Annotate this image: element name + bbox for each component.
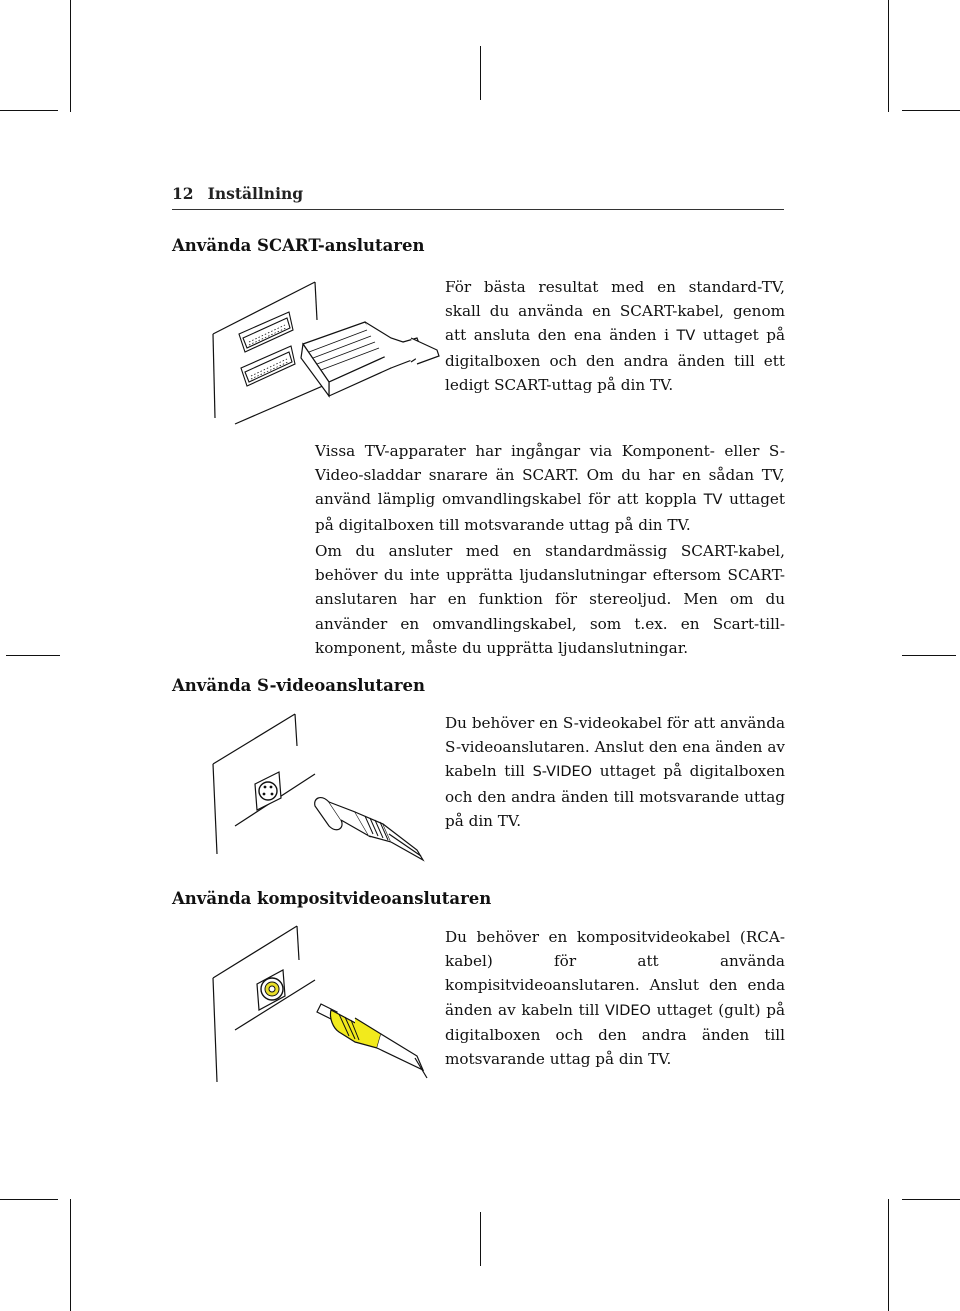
scart-paragraph-2: Vissa TV-apparater har ingångar via Komponent- eller S-Video-sladdar snarare än SCART. Om du har en sådan TV, använd lämplig omvandlingskabel för att koppla TV uttaget på digitalboxen till motsvarande uttag på din TV. xyxy=(315,442,786,534)
composite-illustration xyxy=(205,918,445,1088)
crop-mark xyxy=(0,1199,58,1200)
crop-mark xyxy=(888,0,889,112)
svideo-jack-icon xyxy=(255,772,281,810)
page-number: 12 xyxy=(172,184,194,203)
crop-mark xyxy=(6,655,60,656)
scart-plug-icon xyxy=(301,322,439,396)
svideo-plug-icon xyxy=(315,798,423,860)
running-head xyxy=(172,184,784,210)
scart-socket-icon xyxy=(239,312,295,386)
chapter-title: Inställning xyxy=(207,184,304,203)
tv-port-label: TV xyxy=(676,328,696,345)
crop-mark xyxy=(902,1199,960,1200)
crop-mark xyxy=(888,1199,889,1311)
scart-illustration xyxy=(205,272,455,432)
svideo-port-label: S-VIDEO xyxy=(532,764,593,781)
crop-mark xyxy=(902,655,956,656)
section-heading-svideo: Använda S-videoanslutaren xyxy=(172,676,426,695)
crop-mark xyxy=(480,46,481,100)
rca-jack-icon xyxy=(257,970,285,1010)
scart-paragraph-3: Om du ansluter med en standardmässig SCART-kabel, behöver du inte upprätta ljudanslutningar eftersom SCART-anslutaren har en funktion för stereoljud. Men om du använder en omvandlingskabel, som t.ex. en Scart-till-komponent, måste du upprätta ljudanslutningar. xyxy=(315,542,785,657)
section-heading-scart: Använda SCART-anslutaren xyxy=(172,236,425,255)
crop-mark xyxy=(480,1212,481,1266)
rca-plug-icon xyxy=(317,1004,427,1078)
video-port-label: VIDEO xyxy=(605,1002,651,1019)
crop-mark xyxy=(70,0,71,112)
crop-mark xyxy=(902,110,960,111)
composite-paragraph-1: Du behöver en kompositvideokabel (RCA-kabel) för att använda kompisitvideoanslutaren. Anslut den enda änden av kabeln till VIDEO uttaget (gult) på digitalboxen och den andra änden till motsvarande uttag på din TV. xyxy=(445,928,785,1069)
svideo-illustration xyxy=(205,706,445,866)
tv-port-label: TV xyxy=(703,492,723,509)
section-heading-composite: Använda kompositvideoanslutaren xyxy=(172,889,492,908)
crop-mark xyxy=(70,1199,71,1311)
crop-mark xyxy=(0,110,58,111)
scart-paragraph-1: För bästa resultat med en standard-TV, skall du använda en SCART-kabel, genom att ansluta den ena änden i TV uttaget på digitalboxen och den andra änden till ett ledigt SCART-uttag på din TV. xyxy=(445,278,785,394)
svideo-paragraph-1: Du behöver en S-videokabel för att använda S-videoanslutaren. Anslut den ena änden av kabeln till S-VIDEO uttaget på digitalboxen och den andra änden till motsvarande uttag på din TV. xyxy=(445,714,786,830)
